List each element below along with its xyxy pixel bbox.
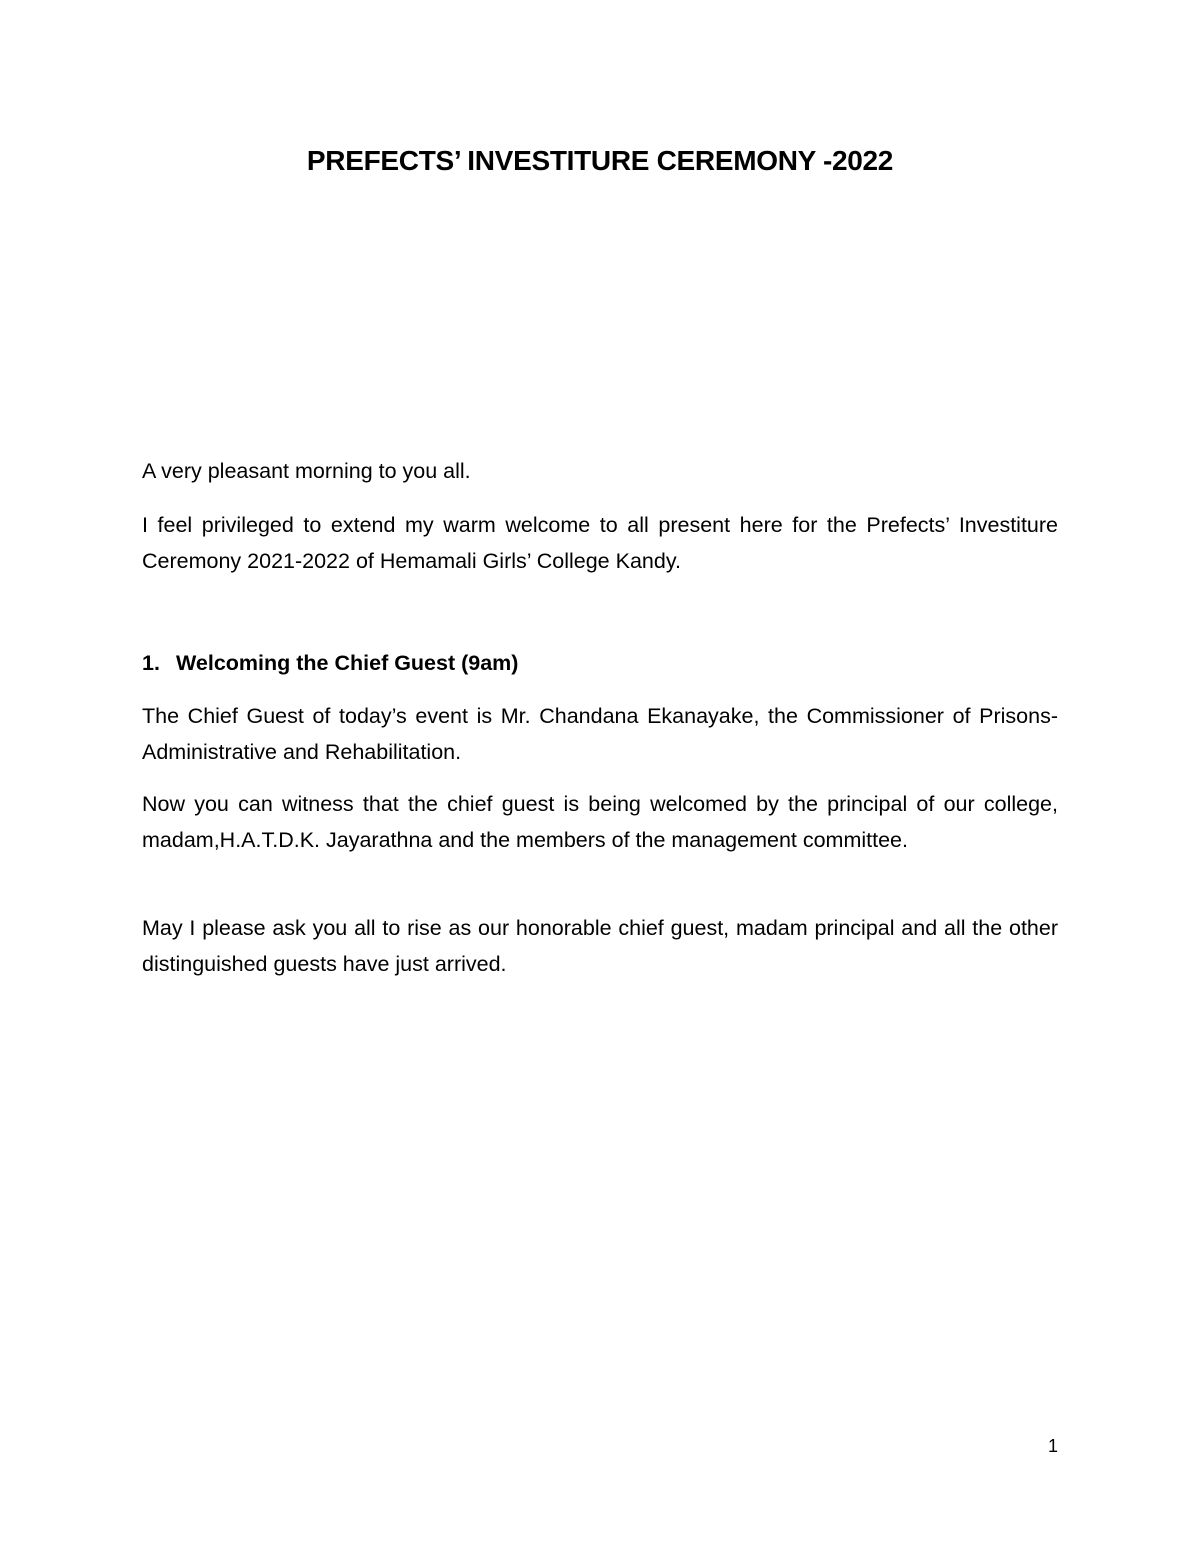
chief-guest-paragraph: The Chief Guest of today’s event is Mr. Chandana Ekanayake, the Commissioner of Prisons- Administrative and Rehabilitation.	[142, 704, 1058, 764]
greeting-paragraph: A very pleasant morning to you all.	[142, 459, 471, 483]
welcome-witness-paragraph: Now you can witness that the chief guest is being welcomed by the principal of our college, madam,H.A.T.D.K. Jayarathna and the members of the management committee.	[142, 792, 1058, 852]
welcome-paragraph: I feel privileged to extend my warm welcome to all present here for the Prefects’ Investiture Ceremony 2021-2022 of Hemamali Girls’ College Kandy.	[142, 513, 1058, 573]
document-title: PREFECTS’ INVESTITURE CEREMONY -2022	[306, 145, 894, 176]
section-heading-text: Welcoming the Chief Guest (9am)	[176, 651, 519, 675]
section-number: 1.	[142, 651, 160, 675]
page-number: 1	[1047, 1436, 1058, 1456]
section-heading	[142, 645, 518, 681]
rise-request-paragraph: May I please ask you all to rise as our honorable chief guest, madam principal and all the other distinguished guests have just arrived.	[142, 916, 1058, 976]
